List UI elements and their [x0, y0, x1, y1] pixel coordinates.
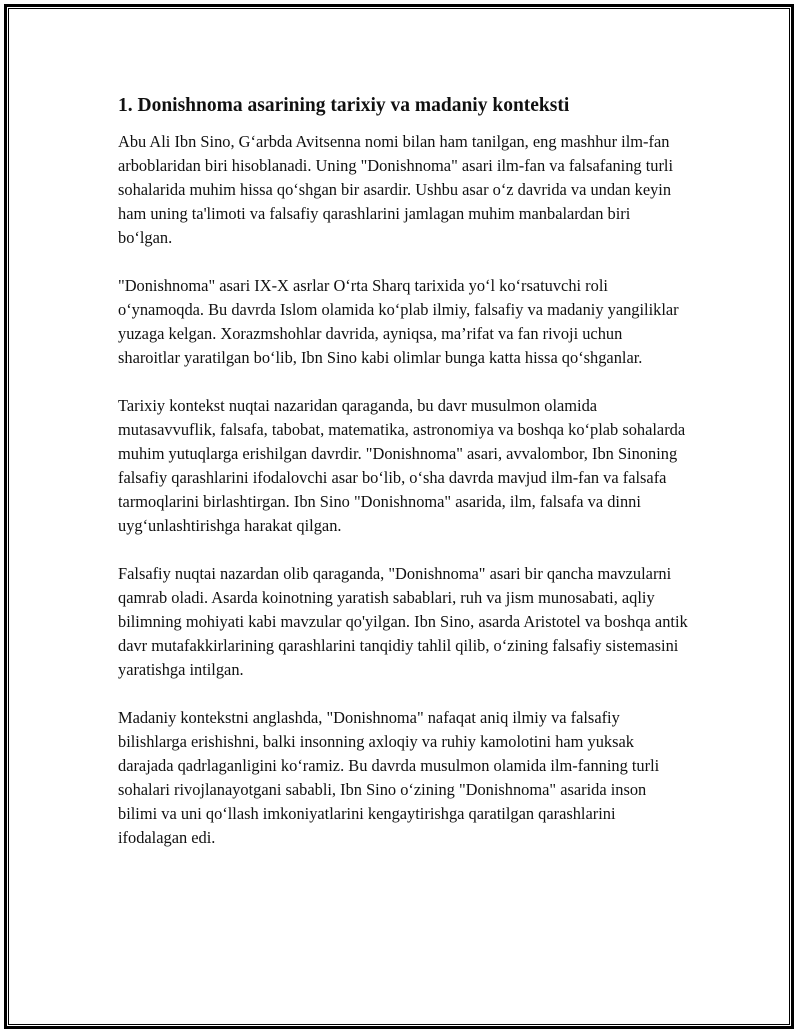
paragraph-4: Falsafiy nuqtai nazardan olib qaraganda, "Donishnoma" asari bir qancha mavzularni qamrab oladi. Asarda koinotning yaratish sabablari, ruh va jism munosabati, aqliy bilimning mohiyati kabi mavzular qo'yilgan. Ibn Sino, asarda Aristotel va boshqa antik davr mutafakkirlarining qarashlarini tanqidiy tahlil qilib, o‘zining falsafiy sistemasini yaratishga intilgan.: [118, 564, 688, 679]
paragraph-3: Tarixiy kontekst nuqtai nazaridan qaraganda, bu davr musulmon olamida mutasavvuflik, falsafa, tabobat, matematika, astronomiya va boshqa ko‘plab sohalarda muhim yutuqlarga erishilgan davrdir. "Donishnoma" asari, avvalombor, Ibn Sinoning falsafiy qarashlarini ifodalovchi asar bo‘lib, o‘sha davrda mavjud ilm-fan va falsafa tarmoqlarini birlashtirgan. Ibn Sino "Donishnoma" asarida, ilm, falsafa va dinni uyg‘unlashtirishga harakat qilgan.: [118, 396, 686, 535]
paragraph-1: Abu Ali Ibn Sino, G‘arbda Avitsenna nomi bilan ham tanilgan, eng mashhur ilm-fan arboblaridan biri hisoblanadi. Uning "Donishnoma" asari ilm-fan va falsafaning turli sohalarida muhim hissa qo‘shgan bir asardir. Ushbu asar o‘z davrida va undan keyin ham uning ta'limoti va falsafiy qarashlarini jamlagan muhim manbalardan biri bo‘lgan.: [118, 132, 674, 247]
section-heading: 1. Donishnoma asarining tarixiy va madaniy konteksti: [118, 95, 570, 116]
document-body: [118, 94, 688, 874]
paragraph-5: Madaniy kontekstni anglashda, "Donishnoma" nafaqat aniq ilmiy va falsafiy bilishlarga erishishni, balki insonning axloqiy va ruhiy kamolotini ham yuksak darajada qadrlaganligini ko‘ramiz. Bu davrda musulmon olamida ilm-fanning turli sohalari rivojlanayotgani sababli, Ibn Sino o‘zining "Donishnoma" asarida inson bilimi va uni qo‘llash imkoniyatlarini kengaytirishga qaratilgan qarashlarini ifodalagan edi.: [118, 708, 660, 847]
paragraph-2: "Donishnoma" asari IX-X asrlar O‘rta Sharq tarixida yo‘l ko‘rsatuvchi roli o‘ynamoqda. Bu davrda Islom olamida ko‘plab ilmiy, falsafiy va madaniy yangiliklar yuzaga kelgan. Xorazmshohlar davrida, ayniqsa, ma’rifat va fan rivoji uchun sharoitlar yaratilgan bo‘lib, Ibn Sino kabi olimlar bunga katta hissa qo‘shganlar.: [118, 276, 679, 367]
